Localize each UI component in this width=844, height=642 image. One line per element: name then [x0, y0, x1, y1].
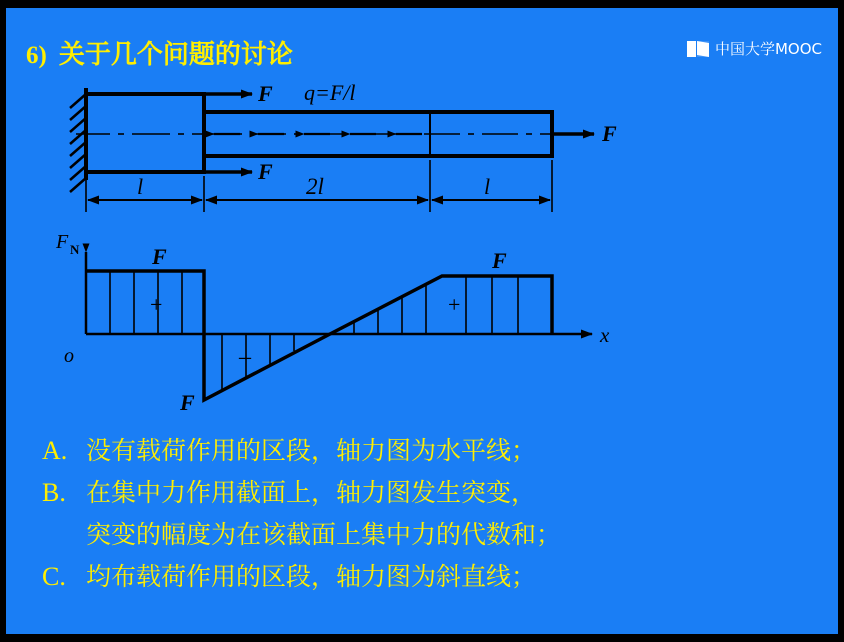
- answer-list: [42, 432, 822, 600]
- answer-letter-b: B.: [42, 478, 66, 507]
- label-minus: –: [239, 344, 251, 370]
- label-plus-left: +: [150, 292, 163, 317]
- answer-text-b-line2: 突变的幅度为在该截面上集中力的代数和；: [86, 520, 562, 549]
- label-y-axis-sub: N: [70, 242, 80, 257]
- answer-item-c: [42, 558, 822, 596]
- mooc-logo: [687, 38, 822, 59]
- label-y-axis: F: [56, 231, 69, 253]
- figure-svg: [0, 72, 844, 422]
- slide-number: 6): [26, 42, 47, 69]
- answer-item-b: [42, 474, 822, 512]
- label-dim-right: l: [484, 174, 491, 199]
- page-title: 关于几个问题的讨论: [58, 40, 293, 70]
- label-peak-right: F: [492, 248, 507, 273]
- label-peak-left: F: [152, 244, 167, 269]
- answer-text-c: 均布载荷作用的区段，轴力图为斜直线；: [86, 562, 537, 591]
- answer-letter-c: C.: [42, 562, 66, 591]
- label-x-axis: x: [600, 323, 610, 347]
- label-plus-right: +: [448, 292, 461, 317]
- answer-letter-a: A.: [42, 436, 68, 465]
- label-force-top: F: [258, 81, 273, 106]
- answer-item-a: [42, 432, 822, 470]
- answer-item-b-cont: [42, 516, 822, 554]
- answer-text-a: 没有载荷作用的区段，轴力图为水平线；: [86, 436, 537, 465]
- label-valley: F: [180, 390, 195, 415]
- frame-border-bottom: [0, 634, 844, 642]
- axial-force-figure: [0, 72, 844, 422]
- label-dim-middle: 2l: [306, 174, 324, 199]
- label-dim-left: l: [137, 174, 144, 199]
- book-icon: [687, 41, 709, 57]
- frame-border-top: [0, 0, 844, 8]
- mooc-logo-text: 中国大学MOOC: [714, 40, 822, 58]
- label-force-bottom: F: [258, 159, 273, 184]
- slide-title-row: [26, 34, 293, 71]
- label-distributed-load: q=F/l: [304, 80, 356, 105]
- label-force-right: F: [602, 121, 617, 146]
- answer-text-b: 在集中力作用截面上，轴力图发生突变，: [86, 478, 537, 507]
- label-origin: o: [64, 345, 74, 367]
